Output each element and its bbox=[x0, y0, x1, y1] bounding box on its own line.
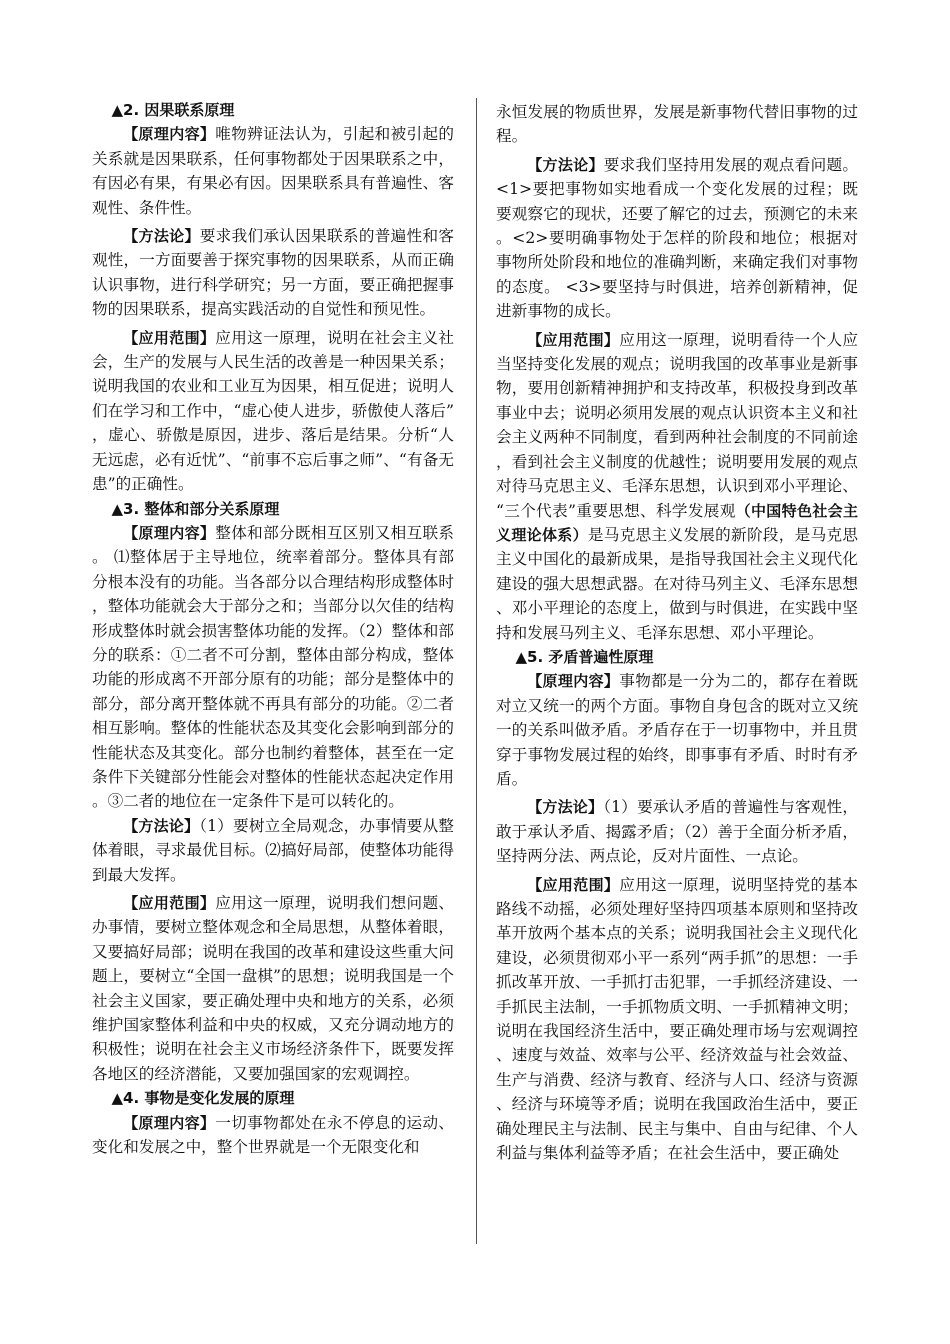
application-label: 【应用范围】 bbox=[527, 875, 620, 894]
application-label: 【应用范围】 bbox=[123, 328, 216, 347]
application-paragraph bbox=[92, 326, 454, 497]
principle-content-label: 【原理内容】 bbox=[527, 672, 620, 691]
paragraph-text: 应用这一原理，说明坚持党的基本路线不动摇，必须处理好坚持四项基本原则和坚持改革开放两个基本点的关系；说明我国社会主义现代化建设，必须贯彻邓小平一系列“两手抓”的思想：一手抓改革开放、一手抓打击犯罪，一手抓经济建设、一手抓民主法制，一手抓物质文明、一手抓精神文明；说明在我国经济生活中，要正确处理市场与宏观调控、速度与效益、效率与公平、经济效益与社会效益、生产与消费、经济与教育、经济与人口、经济与资源、经济与环境等矛盾；说明在我国政治生活中，要正确处理民主与法制、民主与集中、自由与纪律、个人利益与集体利益等矛盾；在社会生活中，要正确处 bbox=[496, 875, 858, 1163]
paragraph-text: 要求我们坚持用发展的观点看问题。<1>要把事物如实地看成一个变化发展的过程；既要观察它的现状，还要了解它的过去，预测它的未来。<2>要明确事物处于怎样的阶段和地位；根据对事物所处阶段和地位的准确判断，来确定我们对事物的态度。 <3>要坚持与时俱进，培养创新精神，促进新事物的成长。 bbox=[496, 155, 858, 321]
paragraph-text: 应用这一原理，说明我们想问题、办事情，要树立整体观念和全局思想，从整体着眼，又要搞好局部；说明在我国的改革和建设这些重大问题上，要树立“全国一盘棋”的思想；说明我国是一个社会主义国家，要正确处理中央和地方的关系，必须维护国家整体利益和中央的权威，又充分调动地方的积极性；说明在社会主义市场经济条件下，既要发挥各地区的经济潜能，又要加强国家的宏观调控。 bbox=[92, 894, 454, 1083]
paragraph-text: （1）要承认矛盾的普遍性与客观性，敢于承认矛盾、揭露矛盾；（2）善于全面分析矛盾，坚持两分法、两点论，反对片面性、一点论。 bbox=[496, 798, 858, 866]
application-paragraph bbox=[92, 891, 454, 1086]
application-paragraph bbox=[496, 873, 858, 1166]
paragraph-text: （1）要树立全局观念，办事情要从整体着眼，寻求最优目标。⑵搞好局部，使整体功能得到最大发挥。 bbox=[92, 816, 454, 884]
right-column bbox=[496, 100, 858, 1165]
paragraph-text: 应用这一原理，说明在社会主义社会，生产的发展与人民生活的改善是一种因果关系；说明我国的农业和工业互为因果，相互促进；说明人们在学习和工作中，“虚心使人进步，骄傲使人落后”，虚心、骄傲是原因，进步、落后是结果。分析“人无远虑，必有近忧”、“前事不忘后事之师”、“有备无患”的正确性。 bbox=[92, 328, 454, 494]
methodology-label: 【方法论】 bbox=[527, 155, 604, 174]
paragraph-text: 事物都是一分为二的，都存在着既对立又统一的两个方面。事物自身包含的既对立又统一的关系叫做矛盾。矛盾存在于一切事物中，并且贯穿于事物发展过程的始终，即事事有矛盾、时时有矛盾。 bbox=[496, 672, 858, 788]
application-label: 【应用范围】 bbox=[527, 330, 620, 349]
section-heading-development: ▲4. 事物是变化发展的原理 bbox=[111, 1089, 295, 1108]
principle-content-paragraph bbox=[92, 122, 454, 220]
methodology-label: 【方法论】 bbox=[123, 816, 200, 835]
methodology-paragraph bbox=[92, 224, 454, 322]
methodology-paragraph bbox=[496, 153, 858, 324]
methodology-paragraph bbox=[92, 814, 454, 887]
application-label: 【应用范围】 bbox=[123, 894, 216, 912]
principle-content-paragraph bbox=[92, 521, 454, 814]
principle-content-label: 【原理内容】 bbox=[123, 125, 216, 144]
methodology-label: 【方法论】 bbox=[527, 798, 604, 817]
paragraph-text: 要求我们承认因果联系的普遍性和客观性，一方面要善于探究事物的因果联系，从而正确认识事物，进行科学研究；另一方面，要正确把握事物的因果联系，提高实践活动的自觉性和预见性。 bbox=[92, 227, 454, 319]
section-heading-whole-part: ▲3. 整体和部分关系原理 bbox=[111, 499, 280, 518]
left-column bbox=[92, 98, 454, 1159]
paragraph-text: 整体和部分既相互区别又相互联系。 ⑴整体居于主导地位，统率着部分。整体具有部分根本没有的功能。当各部分以合理结构形成整体时，整体功能就会大于部分之和；当部分以欠佳的结构形成整体时就会损害整体功能的发挥。（2）整体和部分的联系：①二者不可分割，整体由部分构成，整体功能的形成离不开部分原有的功能；部分是整体中的部分，部分离开整体就不再具有部分的功能。②二者相互影响。整体的性能状态及其变化会影响到部分的性能状态及其变化。部分也制约着整体，甚至在一定条件下关键部分性能会对整体的性能状态起决定作用。③二者的地位在一定条件下是可以转化的。 bbox=[92, 523, 454, 811]
principle-content-paragraph bbox=[92, 1111, 454, 1160]
column-divider bbox=[476, 98, 477, 1244]
paragraph-text: 唯物辨证法认为，引起和被引起的关系就是因果联系，任何事物都处于因果联系之中，有因必有果，有果必有因。因果联系具有普遍性、客观性、条件性。 bbox=[92, 125, 454, 217]
paragraph-text: 应用这一原理，说明看待一个人应当坚持变化发展的观点；说明我国的改革事业是新事物，要用创新精神拥护和支持改革，积极投身到改革事业中去；说明必须用发展的观点认识资本主义和社会主义两种不同制度，看到两种社会制度的不同前途，看到社会主义制度的优越性；说明要用发展的观点对待马克思主义、毛泽东思想，认识到邓小平理论、“三个代表”重要思想、科学发展观 bbox=[496, 330, 858, 520]
principle-content-label: 【原理内容】 bbox=[123, 1113, 216, 1132]
principle-content-label: 【原理内容】 bbox=[123, 523, 216, 542]
section-heading-causality: ▲2. 因果联系原理 bbox=[111, 101, 235, 119]
emphasis-text: （中国特色社会主义理论体系） bbox=[496, 501, 858, 544]
paragraph-text: 一切事物都处在永不停息的运动、变化和发展之中，整个世界就是一个无限变化和 bbox=[92, 1113, 454, 1157]
continued-paragraph: 永恒发展的物质世界，发展是新事物代替旧事物的过程。 bbox=[496, 103, 858, 146]
section-heading-contradiction: ▲5. 矛盾普遍性原理 bbox=[515, 647, 654, 666]
application-paragraph bbox=[496, 328, 858, 645]
methodology-paragraph bbox=[496, 795, 858, 868]
paragraph-text: 是马克思主义发展的新阶段，是马克思主义中国化的最新成果，是指导我国社会主义现代化建设的强大思想武器。在对待马列主义、毛泽东思想、邓小平理论的态度上，做到与时俱进，在实践中坚持和发展马列主义、毛泽东思想、邓小平理论。 bbox=[496, 525, 858, 642]
methodology-label: 【方法论】 bbox=[123, 227, 200, 246]
principle-content-paragraph bbox=[496, 669, 858, 791]
